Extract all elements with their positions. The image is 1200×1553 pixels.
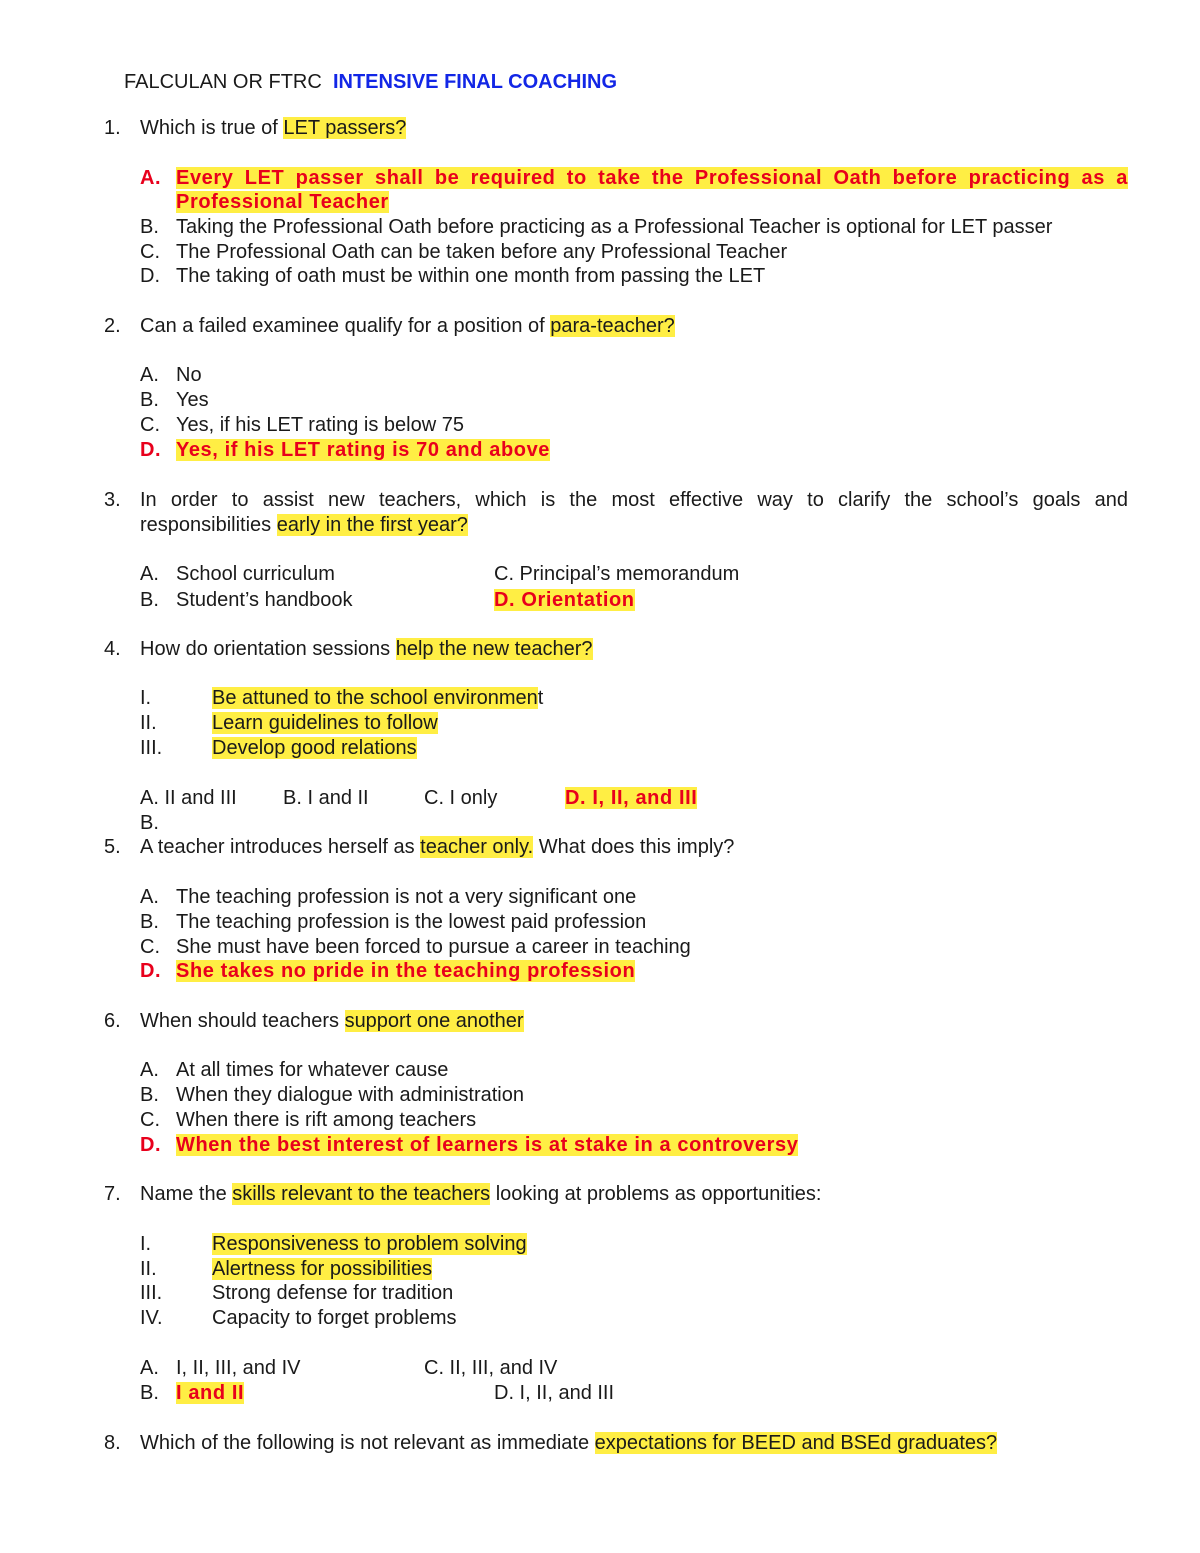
option-text: C. I only <box>424 787 498 809</box>
option-text: When they dialogue with administration <box>176 1084 524 1106</box>
document-header <box>124 70 617 95</box>
statement-highlight: Be attuned to the school environmen <box>212 687 538 709</box>
option-letter: C. <box>140 241 160 263</box>
option-letter: D. <box>140 960 162 982</box>
answer-highlight: D. I, II, and III <box>565 787 698 809</box>
question-stem <box>140 835 734 860</box>
stem-text: How do orientation sessions <box>140 638 396 660</box>
option-letter: A. <box>140 364 159 386</box>
option-text: C. Principal’s memorandum <box>494 563 740 585</box>
option-text: The teaching profession is not a very significant one <box>176 886 637 908</box>
option-text: No <box>176 364 202 386</box>
statement <box>212 736 417 761</box>
option-letter: D. <box>140 439 162 461</box>
option-letter: B. <box>140 911 159 933</box>
correct-answer <box>176 1133 798 1158</box>
option-text: Student’s handbook <box>176 589 353 611</box>
stem-text: Name the <box>140 1183 233 1205</box>
answer-highlight: She takes no pride in the teaching profession <box>176 960 636 982</box>
option-text: A. II and III <box>140 787 237 809</box>
option-text: Yes <box>176 389 209 411</box>
option-letter: A. <box>140 563 159 585</box>
option-letter: C. <box>140 1109 160 1131</box>
stem-highlight: LET passers? <box>283 117 407 139</box>
option-text: D. I, II, and III <box>494 1382 615 1404</box>
stem-highlight: support one another <box>344 1010 524 1032</box>
roman-numeral: II. <box>140 1258 157 1280</box>
stem-text: A teacher introduces herself as <box>140 836 421 858</box>
answer-highlight: When the best interest of learners is at stake in a controversy <box>176 1134 799 1156</box>
question-number: 2. <box>104 315 121 337</box>
option-letter: D. <box>140 265 160 287</box>
answer-highlight: Yes, if his LET rating is 70 and above <box>176 439 551 461</box>
correct-answer <box>176 166 1128 191</box>
stem-text: Which of the following is not relevant as immediate <box>140 1432 595 1454</box>
option-letter: B. <box>140 589 159 611</box>
correct-answer <box>494 588 635 613</box>
question-stem <box>140 1431 997 1456</box>
correct-answer <box>565 786 697 811</box>
option-text: Taking the Professional Oath before practicing as a Professional Teacher is optional for LET passer <box>176 216 1053 238</box>
stem-text: Which is true of <box>140 117 284 139</box>
option-text: The Professional Oath can be taken before any Professional Teacher <box>176 241 788 263</box>
roman-numeral: IV. <box>140 1307 163 1329</box>
option-text: At all times for whatever cause <box>176 1059 449 1081</box>
statement-highlight: Learn guidelines to follow <box>212 712 438 734</box>
answer-highlight: D. Orientation <box>494 589 635 611</box>
option-letter: A. <box>140 886 159 908</box>
answer-highlight: Professional Teacher <box>176 191 389 213</box>
option-text: School curriculum <box>176 563 335 585</box>
option-letter: B. <box>140 389 159 411</box>
stem-highlight: early in the first year? <box>276 514 468 536</box>
option-text: The teaching profession is the lowest paid profession <box>176 911 647 933</box>
question-number: 5. <box>104 836 121 858</box>
stem-highlight: expectations for BEED and BSEd graduates? <box>594 1432 998 1454</box>
stem-text: responsibilities <box>140 514 277 536</box>
roman-numeral: II. <box>140 712 157 734</box>
option-letter: A. <box>140 167 162 189</box>
option-letter: D. <box>140 1134 162 1156</box>
answer-highlight: Every LET passer shall be required to take the Professional Oath before practicing as a <box>176 167 1128 189</box>
option-letter: C. <box>140 414 160 436</box>
option-letter: B. <box>140 1084 159 1106</box>
question-number: 1. <box>104 117 121 139</box>
stem-text: Can a failed examinee qualify for a position of <box>140 315 551 337</box>
option-letter: A. <box>140 1357 159 1379</box>
stem-text: What does this imply? <box>533 836 735 858</box>
option-letter: B. <box>140 216 159 238</box>
correct-answer <box>176 438 550 463</box>
option-letter: A. <box>140 1059 159 1081</box>
stem-highlight: para-teacher? <box>550 315 675 337</box>
header-title: INTENSIVE FINAL COACHING <box>332 71 618 93</box>
statement <box>212 1232 527 1257</box>
option-text: The taking of oath must be within one month from passing the LET <box>176 265 766 287</box>
option-letter: C. <box>140 936 160 958</box>
option-text: When there is rift among teachers <box>176 1109 477 1131</box>
option-letter: B. <box>140 1382 159 1404</box>
stem-highlight: help the new teacher? <box>395 638 593 660</box>
question-stem <box>140 1182 821 1207</box>
answer-highlight: I and II <box>176 1382 245 1404</box>
statement-highlight: Develop good relations <box>212 737 417 759</box>
roman-numeral: III. <box>140 1282 163 1304</box>
roman-numeral: I. <box>140 1233 152 1255</box>
correct-answer-cont <box>176 190 389 215</box>
stray-letter: B. <box>140 812 159 834</box>
question-number: 8. <box>104 1432 121 1454</box>
question-stem <box>140 637 593 662</box>
question-stem <box>140 1009 524 1034</box>
statement-tail: t <box>537 687 544 709</box>
statement-highlight: Responsiveness to problem solving <box>212 1233 527 1255</box>
statement <box>212 1257 432 1282</box>
header-school: FALCULAN OR FTRC <box>124 71 322 93</box>
option-text: She must have been forced to pursue a career in teaching <box>176 936 691 958</box>
stem-highlight: teacher only. <box>420 836 534 858</box>
roman-numeral: I. <box>140 687 152 709</box>
question-stem <box>140 314 675 339</box>
statement <box>212 711 438 736</box>
option-text: C. II, III, and IV <box>424 1357 558 1379</box>
statement: Strong defense for tradition <box>212 1282 454 1304</box>
option-text: Yes, if his LET rating is below 75 <box>176 414 464 436</box>
question-stem <box>140 116 406 141</box>
stem-text: When should teachers <box>140 1010 345 1032</box>
question-number: 4. <box>104 638 121 660</box>
correct-answer <box>176 959 635 984</box>
question-stem: In order to assist new teachers, which is the most effective way to clarify the school’s goals and <box>140 489 1128 511</box>
stem-text: looking at problems as opportunities: <box>490 1183 822 1205</box>
option-text: B. I and II <box>283 787 369 809</box>
roman-numeral: III. <box>140 737 163 759</box>
stem-highlight: skills relevant to the teachers <box>232 1183 491 1205</box>
statement: Capacity to forget problems <box>212 1307 457 1329</box>
option-text: I, II, III, and IV <box>176 1357 301 1379</box>
statement-highlight: Alertness for possibilities <box>212 1258 433 1280</box>
question-number: 7. <box>104 1183 121 1205</box>
correct-answer <box>176 1381 244 1406</box>
question-number: 6. <box>104 1010 121 1032</box>
question-number: 3. <box>104 489 121 511</box>
statement <box>212 686 543 711</box>
question-stem-cont <box>140 513 468 538</box>
